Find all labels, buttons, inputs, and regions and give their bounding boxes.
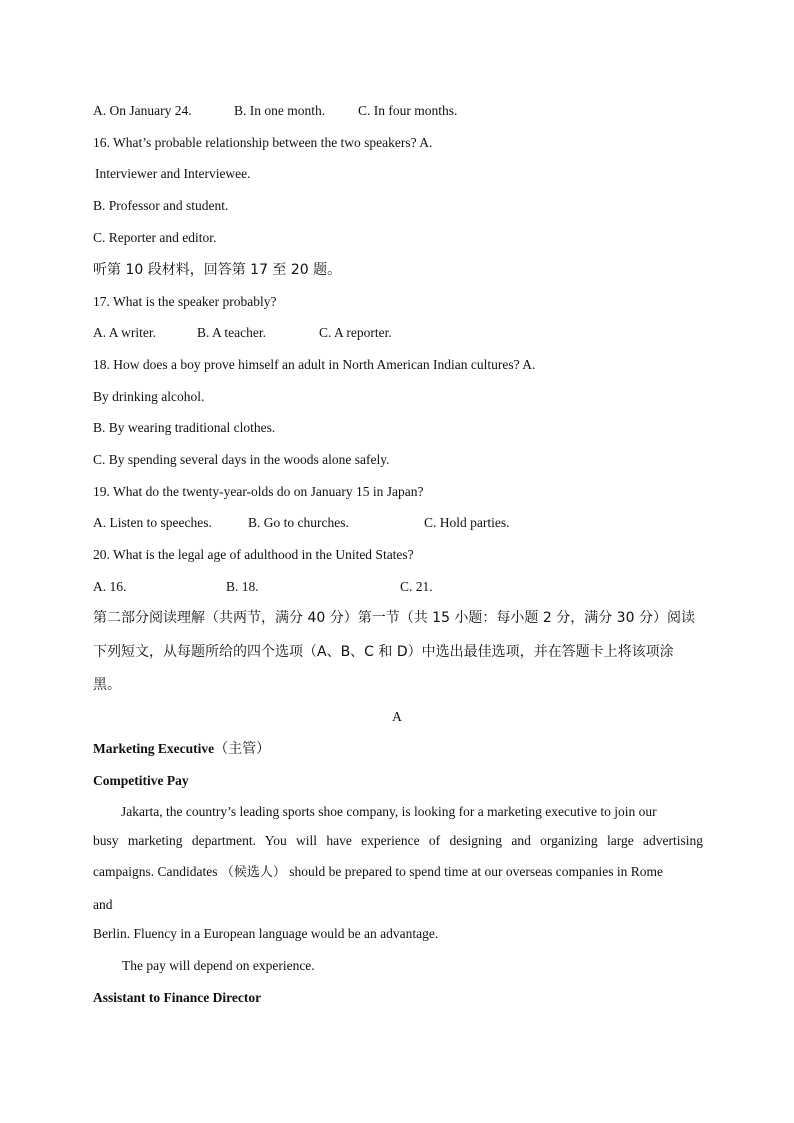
q20-option-c: C. 21. — [400, 579, 433, 594]
part2-instruction-line1: 第二部分阅读理解（共两节，满分 40 分）第一节（共 15 小题：每小题 2 分，满分 30 分）阅读 — [93, 610, 695, 626]
q17-option-a: A. A writer. — [93, 325, 156, 340]
job1-para-line3-cn: （候选人） — [220, 865, 286, 880]
q16-option-a: Interviewer and Interviewee. — [95, 166, 251, 181]
q16-option-c: C. Reporter and editor. — [93, 230, 217, 245]
job1-title — [93, 740, 270, 758]
q16-option-b: B. Professor and student. — [93, 198, 229, 213]
q20-option-a: A. 16. — [93, 579, 127, 594]
job1-para-line3-a: campaigns. Candidates — [93, 864, 218, 879]
q15-option-b: B. In one month. — [234, 103, 326, 118]
job1-title-cn: （主管） — [214, 741, 271, 757]
q20-stem: 20. What is the legal age of adulthood in the United States? — [93, 547, 414, 562]
q19-option-c: C. Hold parties. — [424, 515, 510, 530]
q16-stem: 16. What’s probable relationship between the two speakers? A. — [93, 135, 433, 150]
job1-para-line5: Berlin. Fluency in a European language would be an advantage. — [93, 926, 439, 941]
q20-option-b: B. 18. — [226, 579, 259, 594]
job1-para-line4: and — [93, 897, 113, 912]
q15-option-a: A. On January 24. — [93, 103, 192, 118]
q18-stem: 18. How does a boy prove himself an adult in North American Indian cultures? A. — [93, 357, 536, 372]
q17-stem: 17. What is the speaker probably? — [93, 294, 277, 309]
passage-label: A — [392, 709, 402, 724]
job1-para-line3-b: should be prepared to spend time at our overseas companies in Rome — [289, 864, 664, 879]
q15-option-c: C. In four months. — [358, 103, 458, 118]
q19-option-a: A. Listen to speeches. — [93, 515, 212, 530]
q17-option-b: B. A teacher. — [197, 325, 266, 340]
part2-instruction-line2: 下列短文，从每题所给的四个选项（A、B、C 和 D）中选出最佳选项，并在答题卡上将该项涂 — [93, 644, 674, 660]
job1-title-en: Marketing Executive — [93, 741, 215, 756]
job1-subtitle: Competitive Pay — [93, 773, 189, 788]
q18-option-c: C. By spending several days in the woods alone safely. — [93, 452, 390, 467]
job1-pay-line: The pay will depend on experience. — [122, 958, 315, 973]
job1-para-line2: busy marketing department. You will have experience of designing and organizing large advertising — [93, 833, 703, 848]
job2-title: Assistant to Finance Director — [93, 990, 262, 1005]
q18-option-a: By drinking alcohol. — [93, 389, 205, 404]
part2-instruction-line3: 黑。 — [93, 677, 121, 693]
q19-option-b: B. Go to churches. — [248, 515, 349, 530]
q19-stem: 19. What do the twenty-year-olds do on January 15 in Japan? — [93, 484, 424, 499]
q17-option-c: C. A reporter. — [319, 325, 392, 340]
section-10-instruction: 听第 10 段材料，回答第 17 至 20 题。 — [93, 262, 342, 278]
job1-para-line1: Jakarta, the country’s leading sports shoe company, is looking for a marketing executive to join our — [121, 804, 657, 819]
job1-para-line3 — [93, 863, 663, 882]
q18-option-b: B. By wearing traditional clothes. — [93, 420, 276, 435]
